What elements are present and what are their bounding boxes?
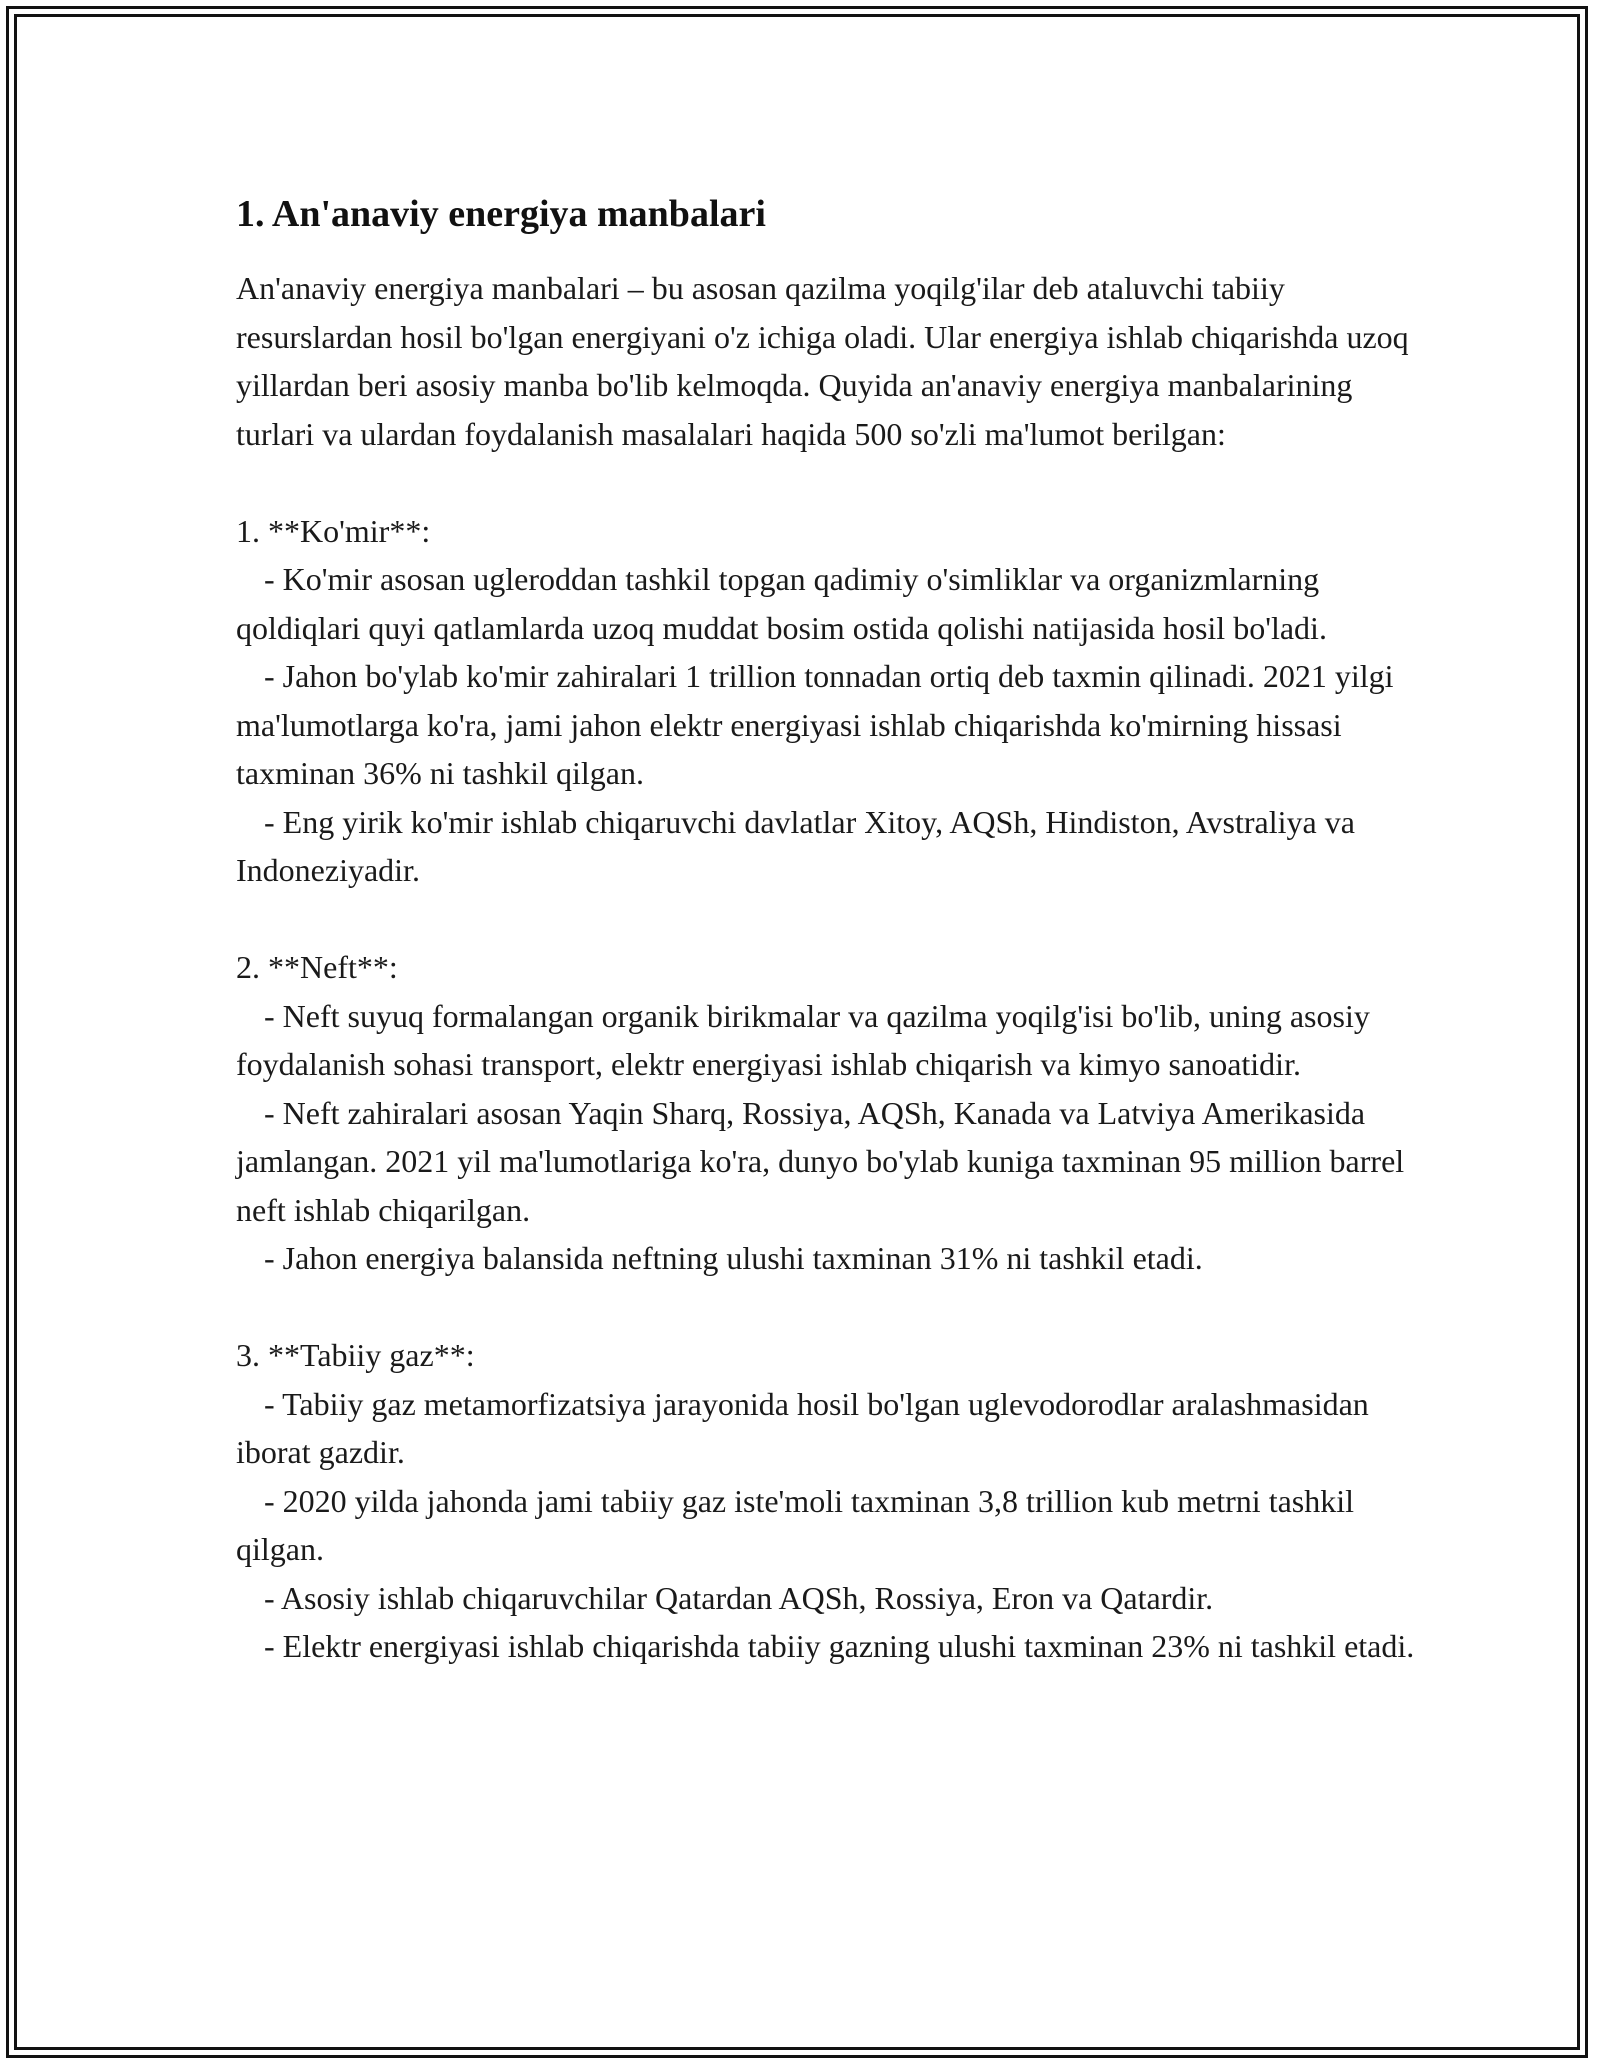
list-item: - Jahon bo'ylab ko'mir zahiralari 1 trillion tonnadan ortiq deb taxmin qilinadi. 2021 yilgi ma'lumotlarga ko'ra, jami jahon elektr energiyasi ishlab chiqarishda ko'mirning hissasi taxminan 36% ni tashkil qilgan. [236, 658, 1394, 791]
section-title: 3. **Tabiiy gaz**: [236, 1337, 475, 1373]
list-item: - Asosiy ishlab chiqaruvchilar Qatardan AQSh, Rossiya, Eron va Qatardir. [264, 1579, 1214, 1616]
section-title: 1. **Ko'mir**: [236, 512, 431, 549]
list-item: - Elektr energiyasi ishlab chiqarishda tabiiy gazning ulushi taxminan 23% ni tashkil etadi. [264, 1628, 1415, 1664]
intro-paragraph: An'anaviy energiya manbalari – bu asosan qazilma yoqilg'ilar deb ataluvchi tabiiy resurslardan hosil bo'lgan energiyani o'z ichiga oladi. Ular energiya ishlab chiqarishda uzoq yillardan beri asosiy manba bo'lib kelmoqda. Quyida an'anaviy energiya manbalarining turlari va ulardan foydalanish masalalari haqida 500 so'zli ma'lumot berilgan: [236, 270, 1417, 452]
list-item: - Neft suyuq formalangan organik birikmalar va qazilma yoqilg'isi bo'lib, uning asosiy foydalanish sohasi transport, elektr energiyasi ishlab chiqarish va kimyo sanoatidir. [236, 997, 1370, 1082]
list-item: - 2020 yilda jahonda jami tabiiy gaz iste'moli taxminan 3,8 trillion kub metrni tashkil qilgan. [236, 1482, 1355, 1567]
list-item: - Jahon energiya balansida neftning ulushi taxminan 31% ni tashkil etadi. [264, 1240, 1203, 1276]
section-title: 2. **Neft**: [236, 949, 398, 985]
list-item: - Neft zahiralari asosan Yaqin Sharq, Rossiya, AQSh, Kanada va Latviya Amerikasida jamlangan. 2021 yil ma'lumotlariga ko'ra, dunyo bo'ylab kuniga taxminan 95 million barrel neft ishlab chiqarilgan. [236, 1094, 1405, 1228]
list-item: - Tabiiy gaz metamorfizatsiya jarayonida hosil bo'lgan uglevodorodlar aralashmasidan iborat gazdir. [236, 1385, 1369, 1470]
section-neft [236, 943, 1416, 1283]
document-heading: 1. An'anaviy energiya manbalari [236, 193, 766, 235]
list-item: - Ko'mir asosan ugleroddan tashkil topgan qadimiy o'simliklar va organizmlarning qoldiqlari quyi qatlamlarda uzoq muddat bosim ostida qolishi natijasida hosil bo'ladi. [236, 561, 1327, 646]
document-body [236, 186, 1416, 1671]
section-komir [236, 507, 1416, 895]
list-item: - Eng yirik ko'mir ishlab chiqaruvchi davlatlar Xitoy, AQSh, Hindiston, Avstraliya va Indoneziyadir. [236, 803, 1355, 888]
section-tabiiy-gaz [236, 1331, 1416, 1671]
